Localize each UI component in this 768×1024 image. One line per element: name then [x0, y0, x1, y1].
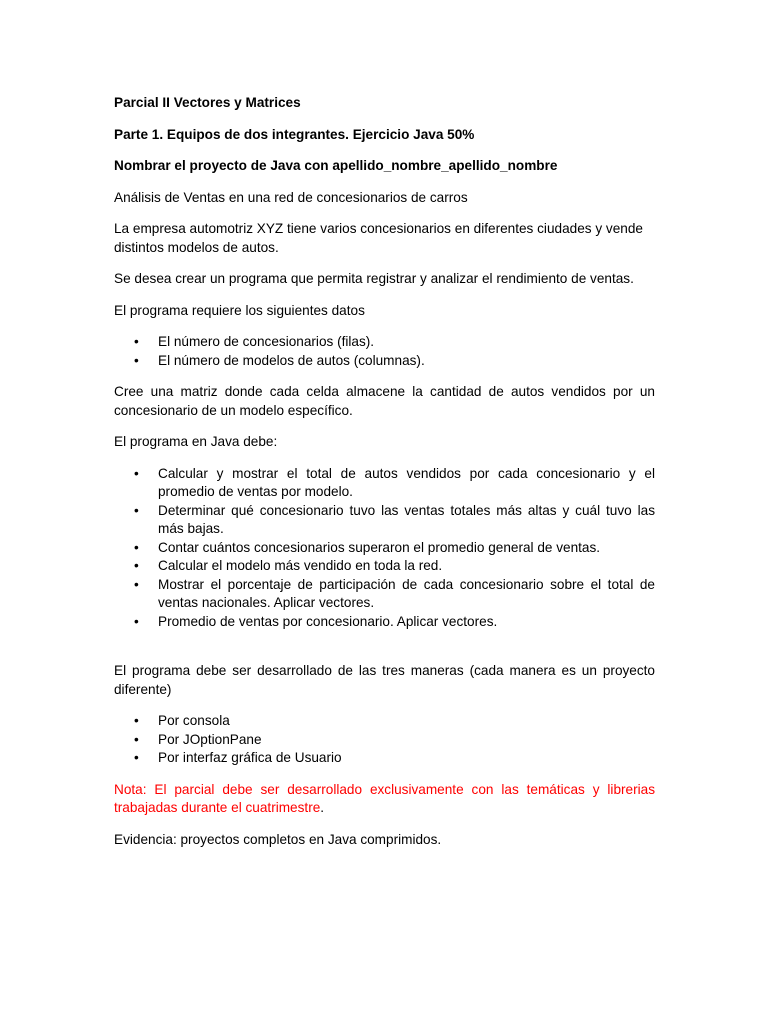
list-item: • Determinar qué concesionario tuvo las ventas totales más altas y cuál tuvo las más bajas.	[134, 502, 655, 536]
ways-intro: El programa debe ser desarrollado de las tres maneras (cada manera es un proyecto diferente)	[114, 663, 655, 697]
data-required-label: El programa requiere los siguientes datos	[114, 302, 365, 318]
intro-paragraph: La empresa automotriz XYZ tiene varios concesionarios en diferentes ciudades y vende distintos modelos de autos.	[114, 221, 643, 255]
bullet: •	[134, 750, 139, 765]
list-item: • Por consola	[158, 712, 655, 731]
list-item: • Mostrar el porcentaje de participación de cada concesionario sobre el total de ventas nacionales. Aplicar vectores.	[134, 576, 655, 610]
list-item: • Calcular y mostrar el total de autos vendidos por cada concesionario y el promedio de ventas por modelo.	[134, 465, 655, 499]
bullet: •	[134, 352, 139, 368]
bullet: •	[134, 731, 139, 747]
list-item: • Por JOptionPane	[158, 731, 655, 750]
bullet: •	[134, 613, 139, 629]
note-end: .	[320, 800, 325, 815]
ways-list	[114, 712, 655, 768]
part-heading: Parte 1. Equipos de dos integrantes. Ejercicio Java 50%	[114, 126, 475, 142]
goal-paragraph: Se desea crear un programa que permita registrar y analizar el rendimiento de ventas.	[114, 271, 634, 286]
note-paragraph	[114, 781, 655, 818]
bullet: •	[134, 539, 139, 555]
blank-line	[114, 644, 655, 662]
list-item: • Promedio de ventas por concesionario. Aplicar vectores.	[158, 613, 655, 632]
evidence-line: Evidencia: proyectos completos en Java comprimidos.	[114, 831, 442, 847]
bullet: •	[134, 502, 139, 518]
list-item: • Contar cuántos concesionarios superaron el promedio general de ventas.	[158, 539, 655, 558]
data-required-list	[114, 333, 655, 370]
list-item: • Calcular el modelo más vendido en toda la red.	[158, 557, 655, 576]
note-text: Nota: El parcial debe ser desarrollado exclusivamente con las temáticas y librerias trabajadas durante el cuatrimestre	[114, 781, 655, 815]
list-item: • Por interfaz gráfica de Usuario	[158, 749, 655, 768]
bullet: •	[134, 334, 139, 349]
matrix-instruction: Cree una matriz donde cada celda almacene la cantidad de autos vendidos por un concesionario de un modelo específico.	[114, 384, 655, 418]
java-requirements-list	[114, 465, 655, 632]
bullet: •	[134, 576, 139, 592]
bullet: •	[134, 465, 139, 481]
document-title: Parcial II Vectores y Matrices	[114, 95, 301, 110]
bullet: •	[134, 558, 139, 573]
bullet: •	[134, 713, 139, 728]
java-requirements-label: El programa en Java debe:	[114, 434, 278, 449]
list-item: • El número de modelos de autos (columnas).	[158, 352, 655, 371]
project-naming-instruction: Nombrar el proyecto de Java con apellido_nombre_apellido_nombre	[114, 158, 558, 173]
topic-line: Análisis de Ventas en una red de concesionarios de carros	[114, 189, 468, 205]
list-item: • El número de concesionarios (filas).	[158, 333, 655, 352]
